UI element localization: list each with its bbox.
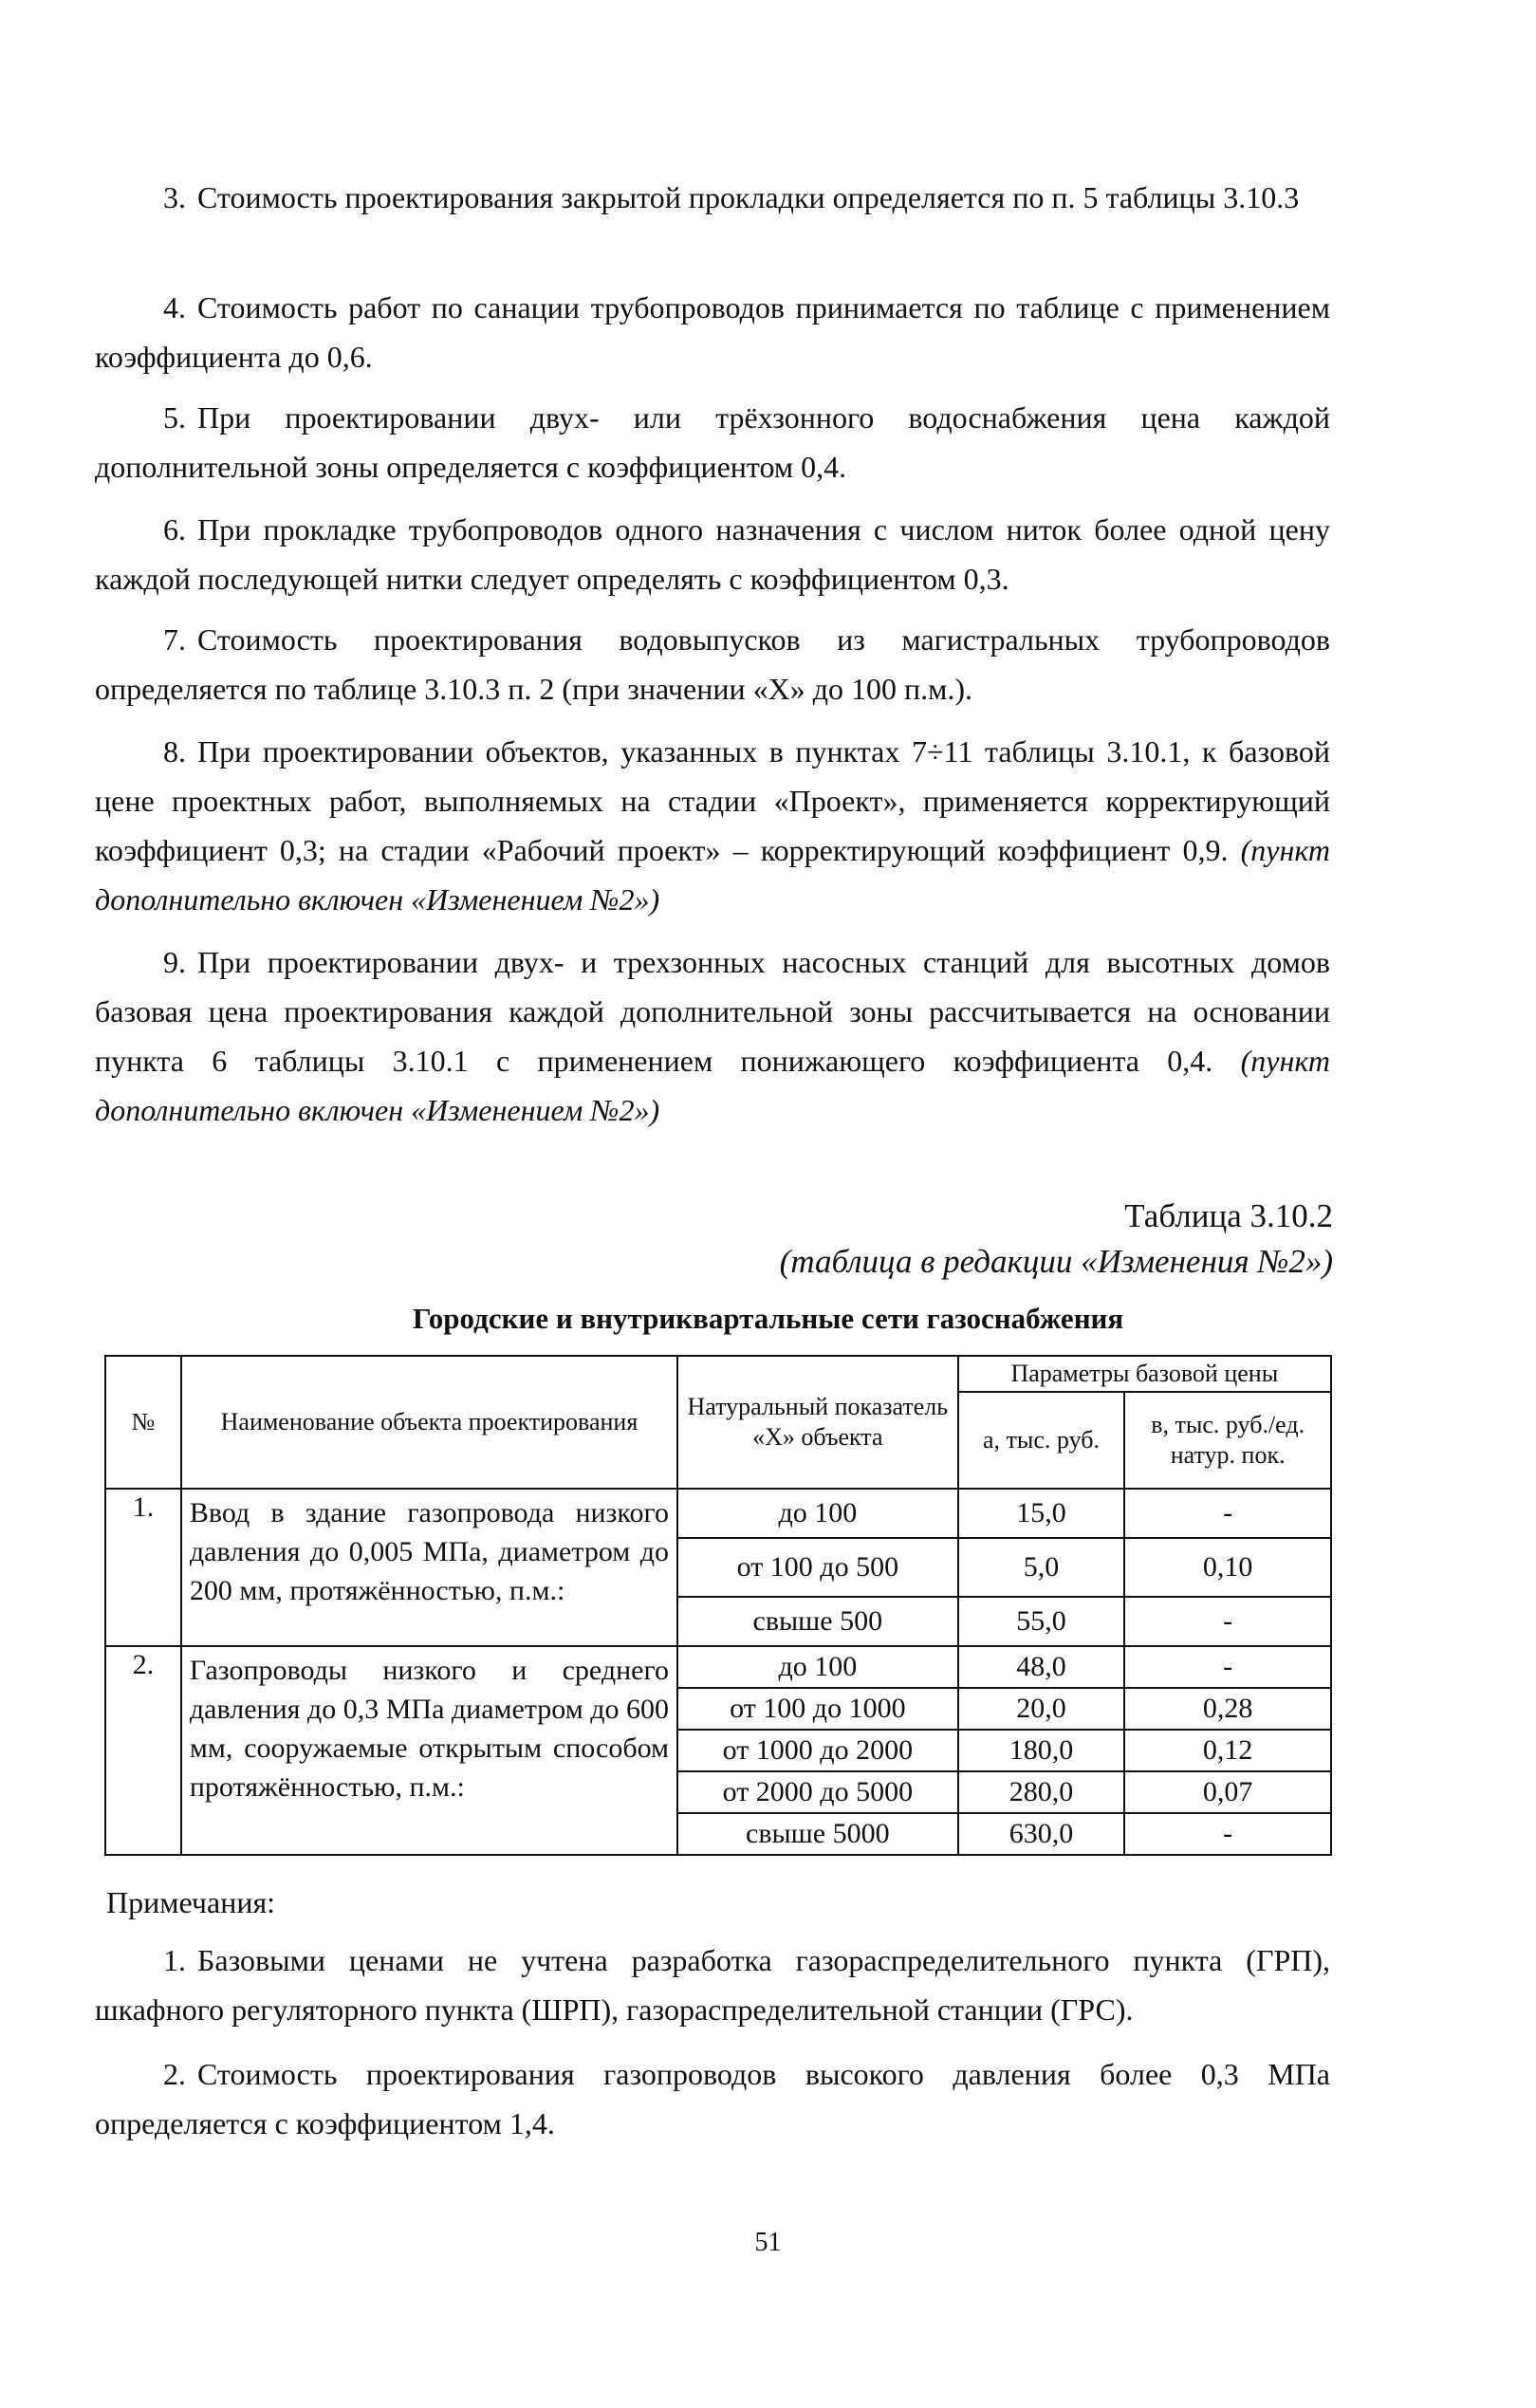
header-num: № xyxy=(105,1356,181,1489)
table-row xyxy=(105,1646,1331,1688)
row-x: свыше 5000 xyxy=(677,1813,958,1855)
table-caption: Таблица 3.10.2 xyxy=(1124,1197,1333,1234)
note-number: 2. xyxy=(163,2057,186,2091)
row-b: 0,28 xyxy=(1124,1688,1331,1730)
row-a: 55,0 xyxy=(958,1597,1125,1646)
paragraph-text: При проектировании двух- и трехзонных насосных станций для высотных домов базовая цена проектирования каждой дополнительной зоны рассчитывается на основании пункта 6 таблицы 3.10.1 с применением понижающего коэффициента 0,4. xyxy=(95,945,1330,1078)
paragraph-number: 6. xyxy=(163,512,186,546)
paragraph-3 xyxy=(95,173,1330,222)
paragraph-6 xyxy=(95,505,1330,603)
header-name: Наименование объекта проектирования xyxy=(181,1356,677,1489)
amendment-note: (пункт дополнительно включен «Изменением №2») xyxy=(95,833,1331,917)
table-row xyxy=(105,1489,1331,1538)
notes-heading: Примечания: xyxy=(106,1885,276,1919)
paragraph-8 xyxy=(95,727,1330,924)
paragraph-7 xyxy=(95,615,1330,713)
paragraph-number: 4. xyxy=(163,290,186,324)
header-a: а, тыс. руб. xyxy=(958,1392,1125,1489)
row-b: 0,12 xyxy=(1124,1730,1331,1771)
paragraph-number: 9. xyxy=(163,945,186,979)
row-a: 20,0 xyxy=(958,1688,1125,1730)
table-title: Городские и внутриквартальные сети газоснабжения xyxy=(412,1302,1124,1335)
paragraph-text: Стоимость проектирования водовыпусков из магистральных трубопроводов определяется по таблице 3.10.3 п. 2 (при значении «Х» до 100 п.м.). xyxy=(95,622,1330,706)
paragraph-4 xyxy=(95,283,1330,381)
row-name: Ввод в здание газопровода низкого давления до 0,005 МПа, диаметром до 200 мм, протяжённостью, п.м.: xyxy=(181,1489,677,1646)
row-a: 5,0 xyxy=(958,1538,1125,1597)
row-num: 1. xyxy=(105,1489,181,1646)
paragraph-5 xyxy=(95,393,1330,491)
page-number: 51 xyxy=(754,2228,782,2257)
row-b: - xyxy=(1124,1489,1331,1538)
table-header-row xyxy=(105,1356,1331,1392)
row-x: от 1000 до 2000 xyxy=(677,1730,958,1771)
row-a: 48,0 xyxy=(958,1646,1125,1688)
paragraph-text: При проектировании двух- или трёхзонного водоснабжения цена каждой дополнительной зоны определяется с коэффициентом 0,4. xyxy=(95,400,1330,484)
row-x: свыше 500 xyxy=(677,1597,958,1646)
amendment-note: (пункт дополнительно включен «Изменением №2») xyxy=(95,1044,1331,1127)
paragraph-text: При прокладке трубопроводов одного назначения с числом ниток более одной цену каждой последующей нитки следует определять с коэффициентом 0,3. xyxy=(95,512,1330,596)
paragraph-number: 5. xyxy=(163,400,186,435)
paragraph-text: Стоимость проектирования закрытой прокладки определяется по п. 5 таблицы 3.10.3 xyxy=(197,180,1300,214)
row-b: - xyxy=(1124,1813,1331,1855)
paragraph-number: 3. xyxy=(163,180,186,214)
table-edition-note: (таблица в редакции «Изменения №2») xyxy=(779,1243,1333,1280)
paragraph-number: 7. xyxy=(163,622,186,657)
header-b: в, тыс. руб./ед. натур. пок. xyxy=(1124,1392,1331,1489)
paragraph-9 xyxy=(95,937,1330,1135)
row-a: 180,0 xyxy=(958,1730,1125,1771)
gas-networks-table xyxy=(104,1355,1332,1856)
row-x: от 100 до 500 xyxy=(677,1538,958,1597)
row-b: - xyxy=(1124,1597,1331,1646)
row-num: 2. xyxy=(105,1646,181,1855)
row-b: - xyxy=(1124,1646,1331,1688)
paragraph-text: Стоимость работ по санации трубопроводов принимается по таблице с применением коэффициента до 0,6. xyxy=(95,290,1330,374)
note-2 xyxy=(95,2049,1330,2148)
paragraph-text: При проектировании объектов, указанных в пунктах 7÷11 таблицы 3.10.1, к базовой цене проектных работ, выполняемых на стадии «Проект», применяется корректирующий коэффициент 0,3; на стадии «Рабочий проект» – корректирующий коэффициент 0,9. xyxy=(95,734,1330,867)
row-a: 280,0 xyxy=(958,1771,1125,1813)
row-a: 15,0 xyxy=(958,1489,1125,1538)
header-natural: Натуральный показатель «Х» объекта xyxy=(677,1356,958,1489)
note-number: 1. xyxy=(163,1943,186,1977)
row-x: от 100 до 1000 xyxy=(677,1688,958,1730)
row-b: 0,07 xyxy=(1124,1771,1331,1813)
row-a: 630,0 xyxy=(958,1813,1125,1855)
note-1 xyxy=(95,1936,1330,2034)
header-params: Параметры базовой цены xyxy=(958,1356,1331,1392)
row-x: до 100 xyxy=(677,1489,958,1538)
row-x: до 100 xyxy=(677,1646,958,1688)
row-name: Газопроводы низкого и среднего давления до 0,3 МПа диаметром до 600 мм, сооружаемые открытым способом протяжённостью, п.м.: xyxy=(181,1646,677,1855)
note-text: Стоимость проектирования газопроводов высокого давления более 0,3 МПа определяется с коэффициентом 1,4. xyxy=(95,2057,1330,2140)
paragraph-number: 8. xyxy=(163,734,186,769)
row-x: от 2000 до 5000 xyxy=(677,1771,958,1813)
note-text: Базовыми ценами не учтена разработка газораспределительного пункта (ГРП), шкафного регуляторного пункта (ШРП), газораспределительной станции (ГРС). xyxy=(95,1943,1330,2027)
row-b: 0,10 xyxy=(1124,1538,1331,1597)
